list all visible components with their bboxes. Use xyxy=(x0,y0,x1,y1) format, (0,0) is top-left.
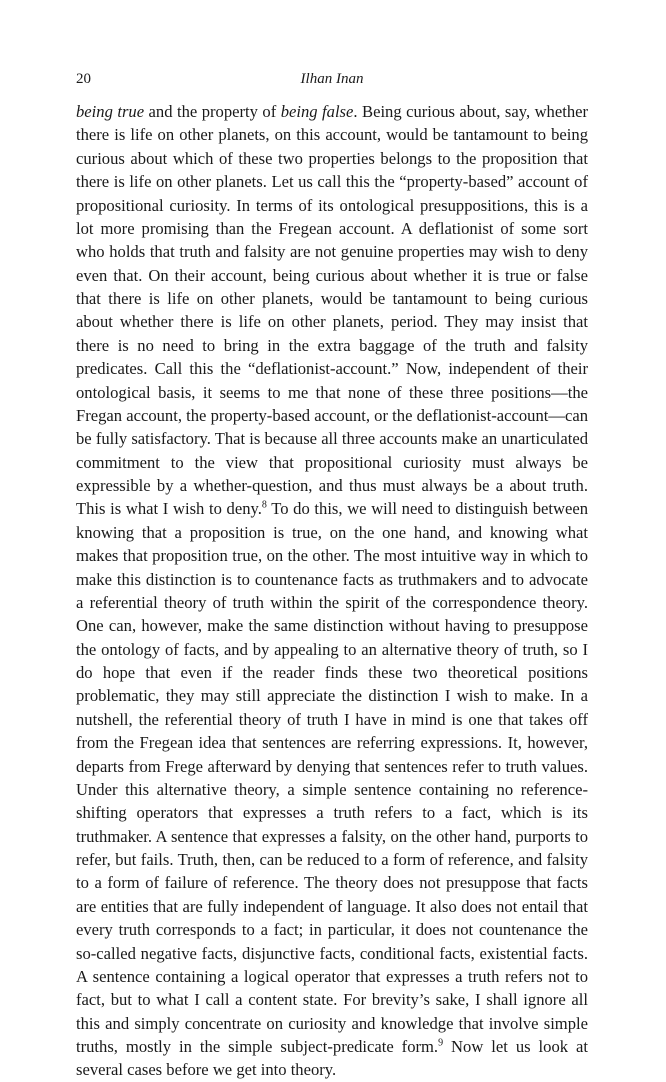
italic-phrase-being-false: being false xyxy=(280,102,354,121)
body-text-segment: and the property of xyxy=(144,102,281,121)
page-number: 20 xyxy=(76,71,91,87)
body-text-segment: To do this, we will need to distinguish between knowing that a proposition is true, on the one hand, and knowing what makes that proposition true, on the other. The most intuitive way in which to make this distinction is to countenance facts as truthmakers and to advocate a referential theory of truth within the spirit of the correspondence theory. One can, however, make the same distinction without having to presuppose the ontology of facts, and by appealing to an alternative theory of truth, so I do hope that even if the reader finds these two theoretical positions problematic, they may still appreciate the distinction I wish to make. In a nutshell, the referential theory of truth I have in mind is one that takes off from the Fregean idea that sentences are referring expressions. It, however, departs from Frege afterward by denying that sentences refer to truth values. Under this alternative theory, a simple sentence containing no reference-shifting operators that expresses a truth refers to a fact, which is its truthmaker. A sentence that expresses a falsity, on the other hand, purports to refer, but fails. Truth, then, can be reduced to a form of reference, and falsity to a form of failure of reference. The theory does not presuppose that facts are entities that are fully independent of language. It also does not entail that every truth corresponds to a fact; in particular, it does not countenance the so-called negative facts, disjunctive facts, conditional facts, existential facts. A sentence containing a logical operator that expresses a truth refers not to fact, but to what I call a content state. For brevity’s sake, I shall ignore all this and simply concentrate on curiosity and knowledge that involve simple truths, mostly in the simple subject-predicate form. xyxy=(76,499,588,1056)
italic-phrase-being-true: being true xyxy=(76,102,145,121)
footnote-marker-8: 8 xyxy=(261,499,267,511)
body-text-segment: Now let us look at several cases before we get into theory. xyxy=(76,1037,588,1080)
running-head: Ilhan Inan xyxy=(300,71,364,87)
page-header xyxy=(76,69,588,89)
body-paragraph xyxy=(76,100,588,1082)
footnote-marker-9: 9 xyxy=(438,1037,444,1049)
body-text-segment: . Being curious about, say, whether there is life on other planets, on this account, would be tantamount to being curious about which of these two properties belongs to the proposition that there is life on other planets. Let us call this the “property-based” account of propositional curiosity. In terms of its ontological presuppositions, this is a lot more promising than the Fregean account. A deflationist of some sort who holds that truth and falsity are not genuine properties may wish to deny even that. On their account, being curious about whether it is true or false that there is life on other planets, would be tantamount to being curious about whether there is life on other planets, period. They may insist that there is no need to bring in the extra baggage of the truth and falsity predicates. Call this the “deflationist-account.” Now, independent of their ontological basis, it seems to me that none of these three positions—the Fregan account, the property-based account, or the deflationist-account—can be fully satisfactory. That is because all three accounts make an unarticulated commitment to the view that propositional curiosity must always be expressible by a whether-question, and thus must always be a about truth. This is what I wish to deny. xyxy=(76,102,589,519)
